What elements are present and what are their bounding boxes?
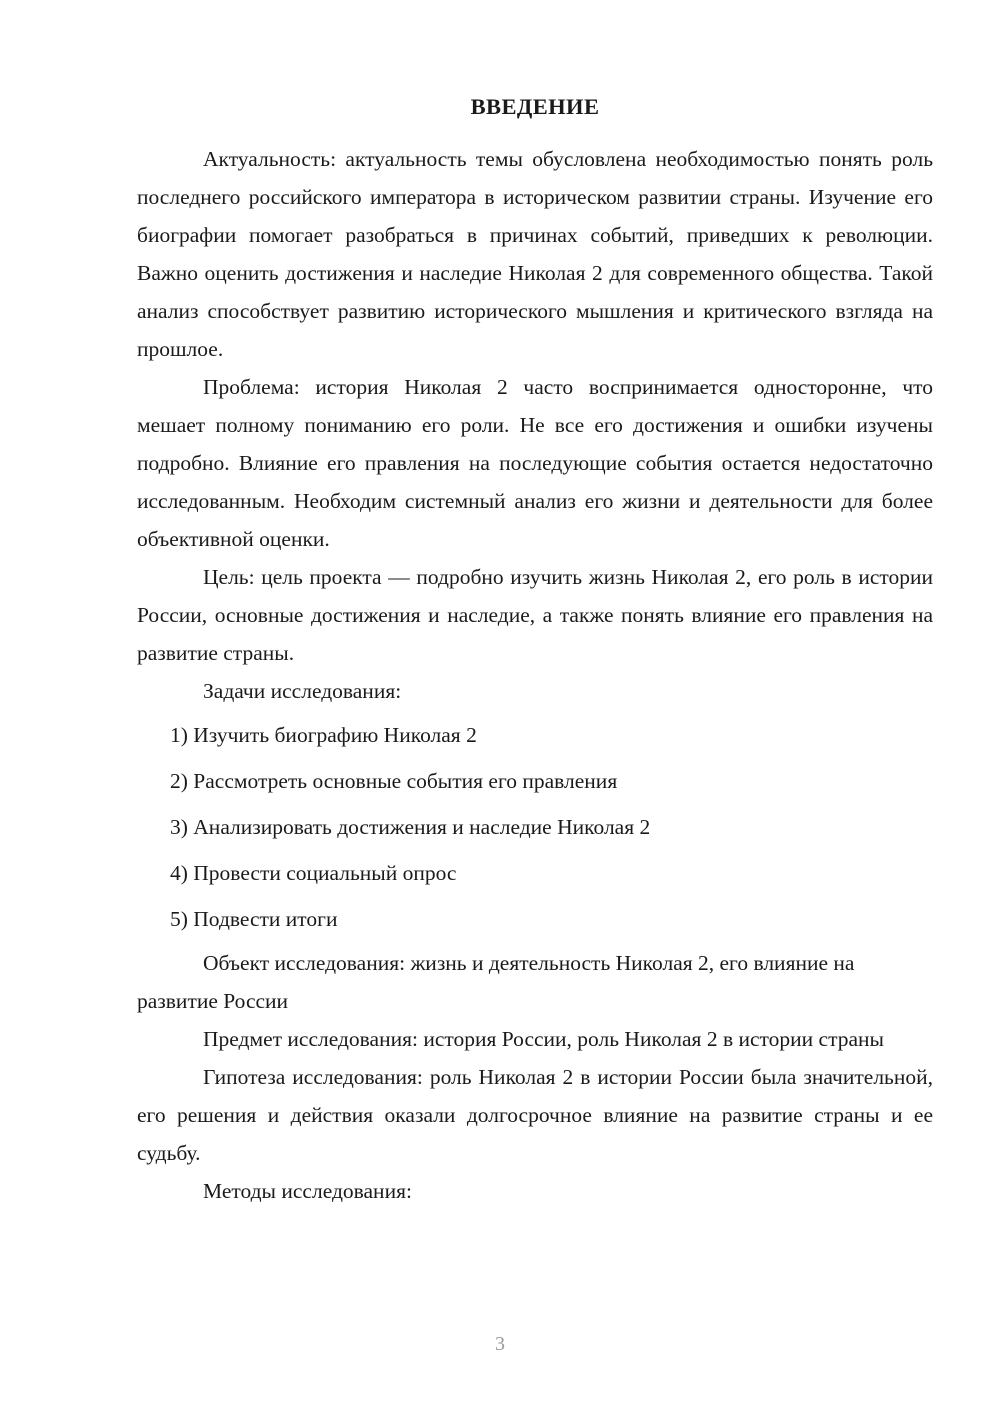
heading-tasks: Задачи исследования: <box>203 679 402 703</box>
page-number: 3 <box>495 1333 505 1355</box>
list-item: 1) Изучить биографию Николая 2 <box>170 723 477 747</box>
paragraph-subject: Предмет исследования: история России, роль Николая 2 в истории страны <box>203 1027 884 1051</box>
paragraph-object: Объект исследования: жизнь и деятельность Николая 2, его влияние на развитие России <box>137 951 855 1013</box>
list-item: 4) Провести социальный опрос <box>170 861 457 885</box>
paragraph-relevance: Актуальность: актуальность темы обусловлена необходимостью понять роль последнего российского императора в историческом развитии страны. Изучение его биографии помогает разобраться в причинах событий, приведших к революции. Важно оценить достижения и наследие Николая 2 для современного общества. Такой анализ способствует развитию исторического мышления и критического взгляда на прошлое. <box>137 147 933 361</box>
list-item: 2) Рассмотреть основные события его правления <box>170 769 618 793</box>
list-item: 5) Подвести итоги <box>170 907 338 931</box>
paragraph-goal: Цель: цель проекта — подробно изучить жизнь Николая 2, его роль в истории России, основные достижения и наследие, а также понять влияние его правления на развитие страны. <box>137 565 933 665</box>
tasks-list <box>137 716 933 938</box>
paragraph-problem: Проблема: история Николая 2 часто воспринимается односторонне, что мешает полному пониманию его роли. Не все его достижения и ошибки изучены подробно. Влияние его правления на последующие события остается недостаточно исследованным. Необходим системный анализ его жизни и деятельности для более объективной оценки. <box>137 375 933 551</box>
page-title: ВВЕДЕНИЕ <box>470 94 600 119</box>
document-body <box>137 88 933 1210</box>
list-item: 3) Анализировать достижения и наследие Николая 2 <box>170 815 651 839</box>
heading-methods: Методы исследования: <box>203 1179 412 1203</box>
paragraph-hypothesis: Гипотеза исследования: роль Николая 2 в истории России была значительной, его решения и действия оказали долгосрочное влияние на развитие страны и ее судьбу. <box>137 1065 933 1165</box>
